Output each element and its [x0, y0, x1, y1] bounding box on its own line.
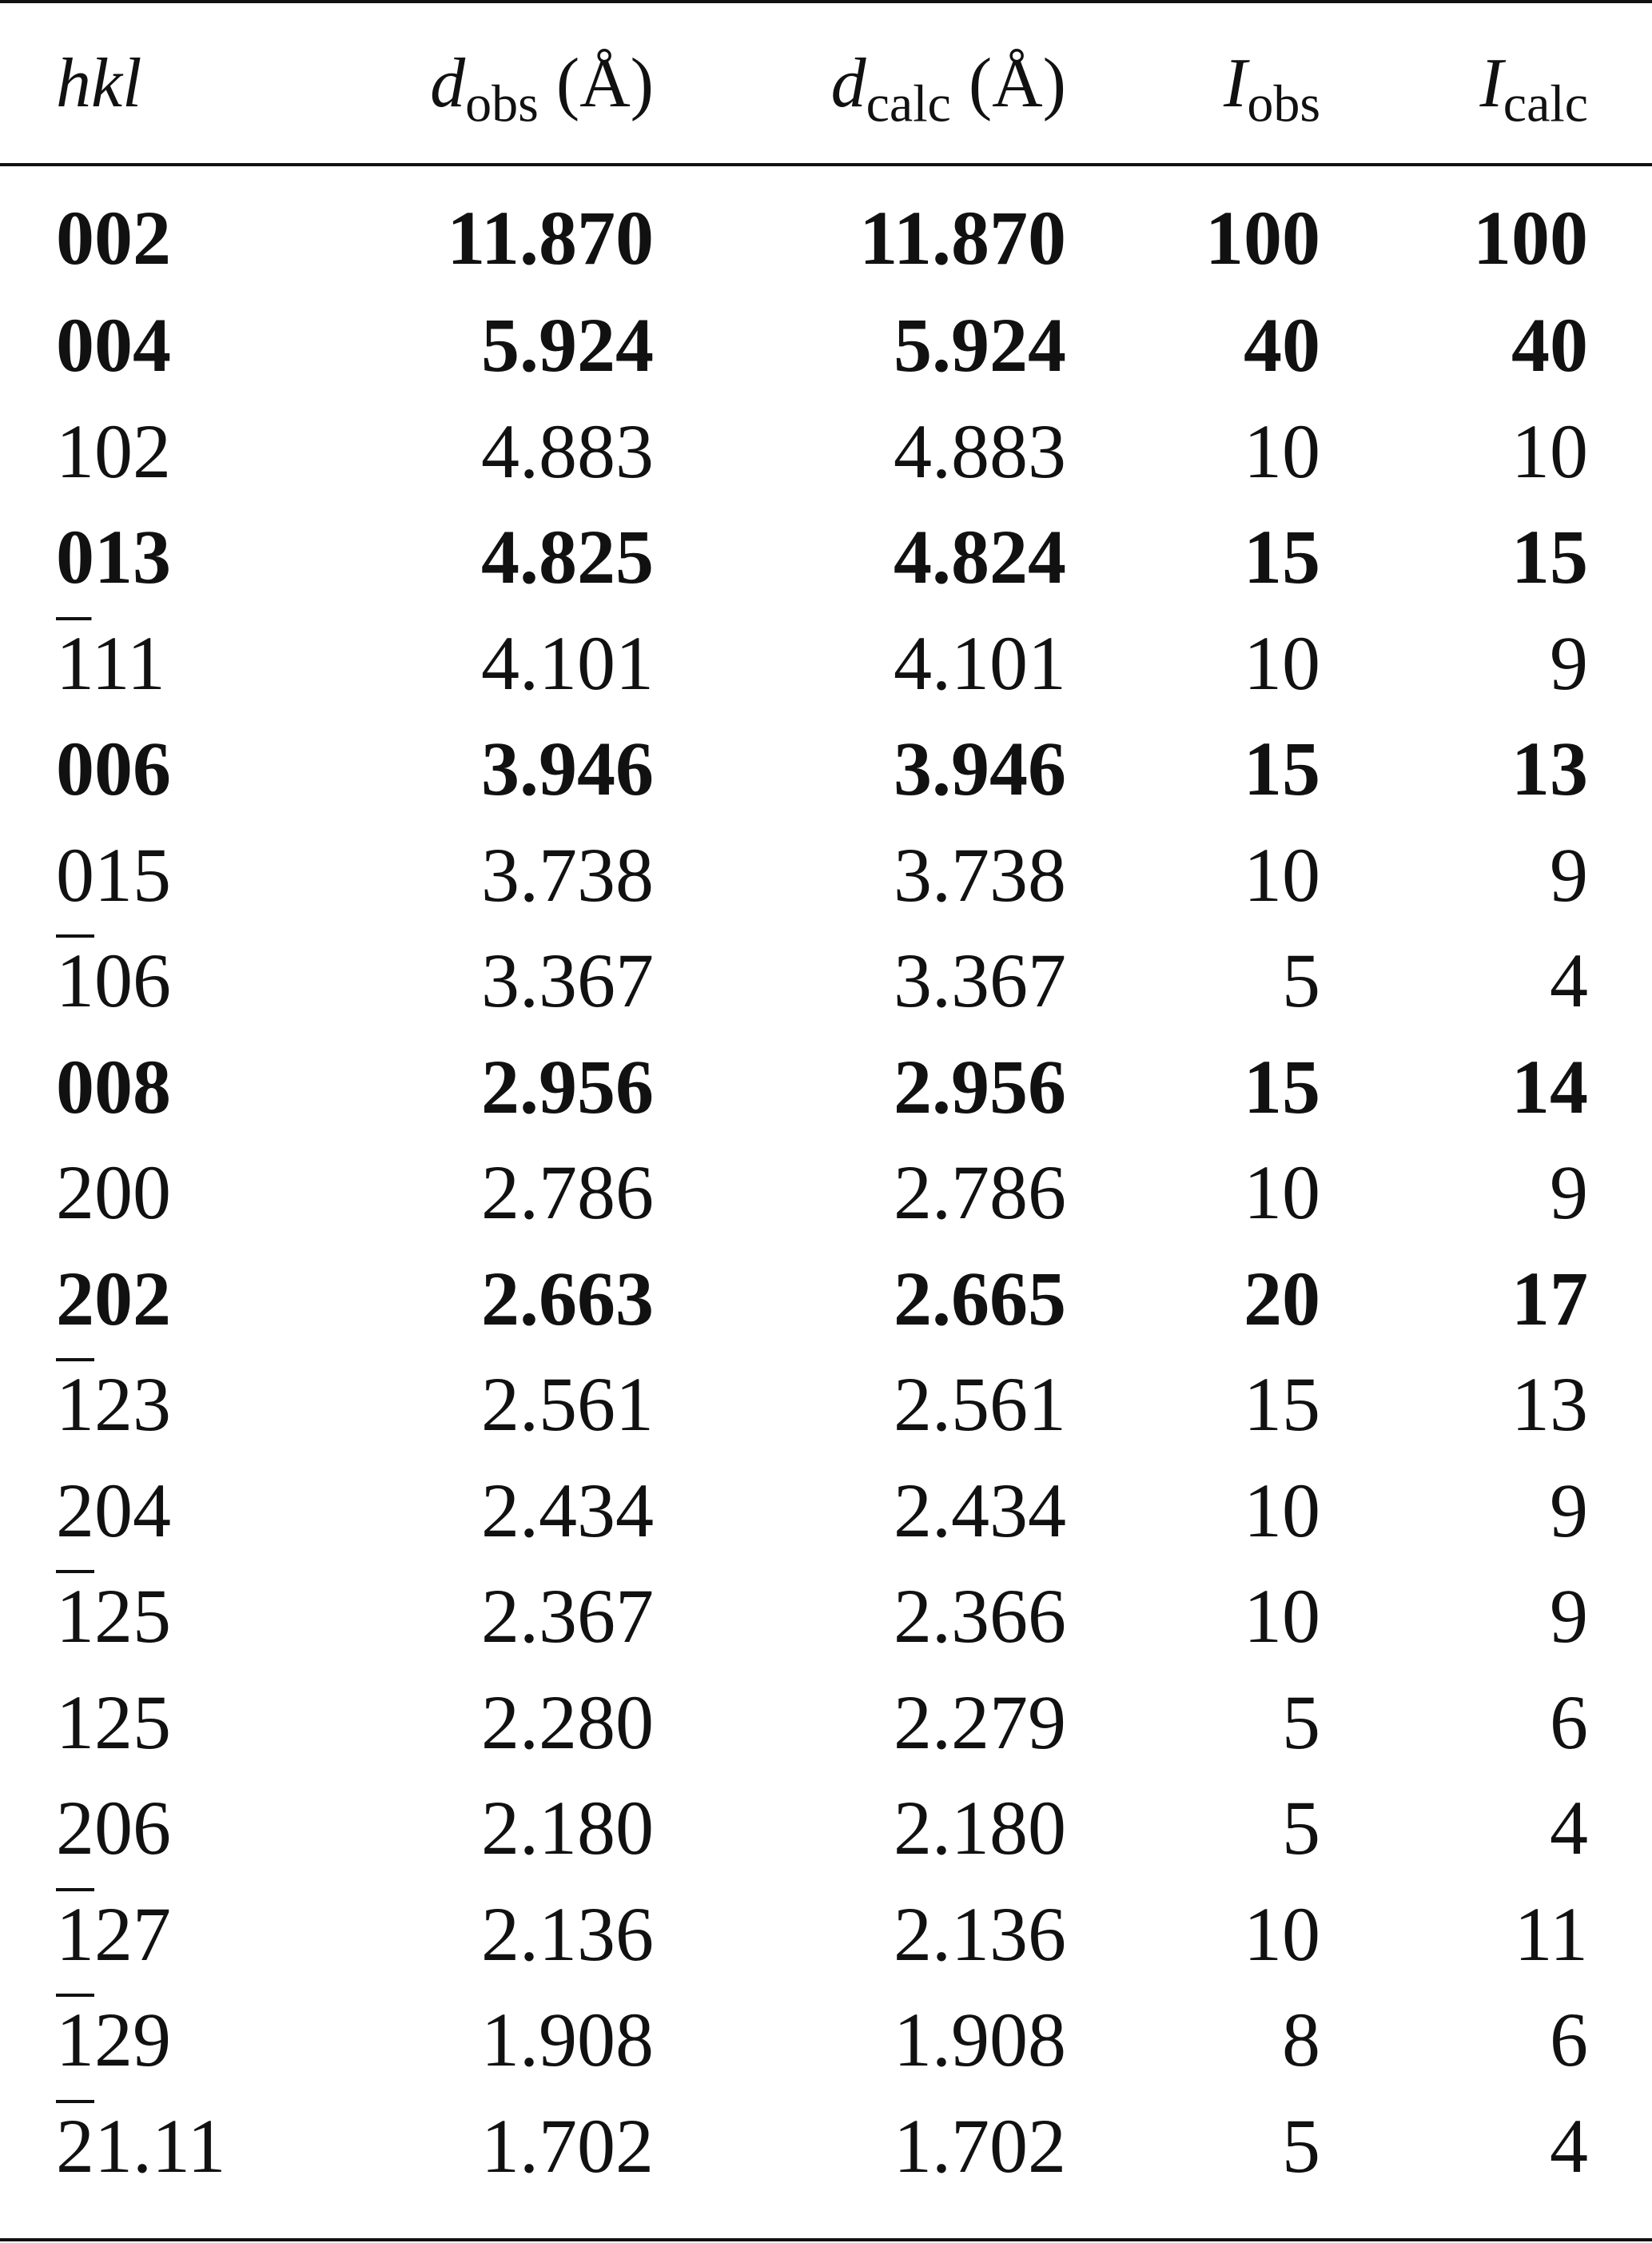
cell-i-calc: 9 — [1550, 1467, 1588, 1553]
table-row — [0, 611, 1652, 717]
cell-hkl — [0, 928, 272, 1034]
cell-i-obs: 10 — [1244, 1573, 1320, 1659]
header-i-obs-symbol: I — [1224, 44, 1248, 122]
table-row — [0, 928, 1652, 1034]
cell-d-calc: 2.434 — [894, 1467, 1066, 1553]
hkl-index: 206 — [56, 1785, 171, 1871]
table-row — [0, 1882, 1652, 1988]
cell-i-obs: 40 — [1244, 302, 1320, 388]
table-row — [0, 166, 1652, 293]
cell-d-calc: 2.665 — [894, 1255, 1066, 1341]
cell-d-calc: 3.946 — [894, 726, 1066, 812]
cell-i-obs: 15 — [1244, 1043, 1320, 1129]
hkl-index: 008 — [56, 1043, 171, 1129]
cell-hkl — [0, 1987, 272, 2094]
hkl-index: 002 — [56, 195, 171, 281]
hkl-index: 23 — [94, 1361, 171, 1448]
cell-d-obs: 1.908 — [481, 1997, 654, 2083]
cell-hkl — [0, 1564, 272, 1670]
cell-i-obs: 10 — [1244, 620, 1320, 706]
cell-i-obs: 10 — [1244, 1467, 1320, 1553]
cell-d-calc: 2.136 — [894, 1890, 1066, 1977]
hkl-negative-index: 1 — [56, 1890, 94, 1977]
cell-i-calc: 14 — [1511, 1043, 1588, 1129]
cell-d-calc: 2.279 — [894, 1679, 1066, 1765]
cell-d-obs: 2.561 — [481, 1361, 654, 1448]
hkl-negative-index: 1 — [56, 1573, 94, 1659]
cell-i-obs: 10 — [1244, 1149, 1320, 1236]
cell-d-obs: 3.367 — [481, 938, 654, 1024]
cell-d-calc: 1.908 — [894, 1997, 1066, 2083]
table-row — [0, 1352, 1652, 1458]
hkl-index: 004 — [56, 302, 171, 388]
cell-d-obs: 2.956 — [481, 1043, 654, 1129]
cell-i-obs: 15 — [1244, 726, 1320, 812]
hkl-index: 015 — [56, 831, 171, 918]
cell-hkl — [0, 1775, 272, 1882]
cell-d-obs: 1.702 — [481, 2102, 654, 2189]
hkl-negative-index: 2 — [56, 2102, 94, 2189]
cell-hkl — [0, 399, 272, 505]
cell-d-obs: 2.367 — [481, 1573, 654, 1659]
table-row — [0, 1564, 1652, 1670]
cell-i-calc: 15 — [1511, 514, 1588, 600]
hkl-index: 11 — [91, 620, 165, 706]
cell-hkl — [0, 1246, 272, 1353]
cell-i-calc: 9 — [1550, 1573, 1588, 1659]
cell-d-obs: 5.924 — [481, 302, 654, 388]
cell-hkl — [0, 1140, 272, 1246]
cell-i-calc: 11 — [1514, 1890, 1588, 1977]
cell-i-obs: 20 — [1244, 1255, 1320, 1341]
table-body — [0, 166, 1652, 2199]
header-d-obs-subscript: obs — [465, 74, 539, 133]
hkl-index: 25 — [94, 1573, 171, 1659]
hkl-index: 200 — [56, 1149, 171, 1236]
cell-hkl — [0, 1882, 272, 1988]
cell-hkl — [0, 823, 272, 929]
cell-d-calc: 2.786 — [894, 1149, 1066, 1236]
header-i-calc — [1327, 0, 1652, 166]
cell-i-calc: 10 — [1511, 408, 1588, 494]
cell-i-obs: 10 — [1244, 408, 1320, 494]
cell-i-calc: 13 — [1511, 1361, 1588, 1448]
cell-d-obs: 2.786 — [481, 1149, 654, 1236]
cell-i-obs: 5 — [1282, 1785, 1320, 1871]
table-row — [0, 1140, 1652, 1246]
cell-i-obs: 8 — [1282, 1997, 1320, 2083]
cell-d-obs: 11.870 — [447, 195, 654, 281]
cell-d-obs: 3.738 — [481, 831, 654, 918]
cell-d-obs: 3.946 — [481, 726, 654, 812]
cell-i-calc: 9 — [1550, 620, 1588, 706]
cell-d-obs: 2.136 — [481, 1890, 654, 1977]
table-header — [0, 0, 1652, 166]
table-row — [0, 1246, 1652, 1353]
cell-i-calc: 9 — [1550, 831, 1588, 918]
cell-i-calc: 9 — [1550, 1149, 1588, 1236]
hkl-negative-index: 1 — [56, 620, 92, 706]
table-row — [0, 1670, 1652, 1776]
cell-hkl — [0, 1458, 272, 1564]
cell-i-obs: 15 — [1244, 1361, 1320, 1448]
cell-hkl — [0, 166, 272, 293]
header-d-obs-unit: (Å) — [538, 44, 654, 122]
cell-i-calc: 6 — [1550, 1997, 1588, 2083]
hkl-index: 06 — [94, 938, 171, 1024]
table-row — [0, 293, 1652, 399]
hkl-index: 202 — [56, 1255, 171, 1341]
hkl-index: 27 — [94, 1890, 171, 1977]
hkl-index: 125 — [56, 1679, 171, 1765]
cell-i-calc: 13 — [1511, 726, 1588, 812]
table-row — [0, 1458, 1652, 1564]
header-hkl — [0, 0, 272, 166]
cell-d-calc: 4.883 — [894, 408, 1066, 494]
cell-hkl — [0, 1034, 272, 1141]
header-d-calc-subscript: calc — [866, 74, 951, 133]
cell-d-calc: 5.924 — [894, 302, 1066, 388]
table-row — [0, 716, 1652, 823]
cell-i-obs: 15 — [1244, 514, 1320, 600]
cell-d-calc: 3.738 — [894, 831, 1066, 918]
cell-i-calc: 4 — [1550, 1785, 1588, 1871]
cell-i-calc: 100 — [1473, 195, 1588, 281]
cell-d-calc: 2.180 — [894, 1785, 1066, 1871]
header-d-obs — [272, 0, 655, 166]
cell-d-calc: 2.366 — [894, 1573, 1066, 1659]
cell-hkl — [0, 293, 272, 399]
cell-hkl — [0, 1670, 272, 1776]
header-d-calc-unit: (Å) — [950, 44, 1066, 122]
cell-d-calc: 4.824 — [894, 514, 1066, 600]
cell-hkl — [0, 504, 272, 611]
cell-d-obs: 4.883 — [481, 408, 654, 494]
header-row — [0, 0, 1652, 166]
cell-d-obs: 2.434 — [481, 1467, 654, 1553]
top-rule — [0, 0, 1652, 3]
cell-d-obs: 2.280 — [481, 1679, 654, 1765]
table-row — [0, 1775, 1652, 1882]
cell-i-obs: 5 — [1282, 1679, 1320, 1765]
cell-i-obs: 10 — [1244, 1890, 1320, 1977]
table-row — [0, 1987, 1652, 2094]
table-row — [0, 2094, 1652, 2200]
cell-d-calc: 3.367 — [894, 938, 1066, 1024]
header-hkl-label: hkl — [56, 44, 142, 122]
header-i-obs-subscript: obs — [1247, 74, 1320, 133]
cell-i-obs: 10 — [1244, 831, 1320, 918]
cell-hkl — [0, 611, 272, 717]
cell-d-obs: 2.663 — [481, 1255, 654, 1341]
cell-d-calc: 1.702 — [894, 2102, 1066, 2189]
hkl-index: 102 — [56, 408, 171, 494]
hkl-index: 1.11 — [94, 2102, 226, 2189]
cell-hkl — [0, 716, 272, 823]
header-rule — [0, 163, 1652, 166]
header-d-obs-symbol: d — [430, 44, 466, 122]
cell-d-obs: 4.825 — [481, 514, 654, 600]
cell-i-calc: 17 — [1511, 1255, 1588, 1341]
hkl-negative-index: 1 — [56, 1361, 94, 1448]
cell-i-calc: 4 — [1550, 938, 1588, 1024]
hkl-index: 006 — [56, 726, 171, 812]
cell-d-obs: 2.180 — [481, 1785, 654, 1871]
table-row — [0, 1034, 1652, 1141]
cell-i-obs: 5 — [1282, 2102, 1320, 2189]
cell-i-obs: 100 — [1205, 195, 1320, 281]
cell-hkl — [0, 1352, 272, 1458]
cell-hkl — [0, 2094, 272, 2200]
cell-d-calc: 4.101 — [894, 620, 1066, 706]
table-row — [0, 504, 1652, 611]
hkl-negative-index: 1 — [56, 1997, 94, 2083]
cell-i-calc: 40 — [1511, 302, 1588, 388]
header-d-calc-symbol: d — [830, 44, 866, 122]
table-row — [0, 823, 1652, 929]
header-i-obs — [1071, 0, 1327, 166]
cell-i-obs: 5 — [1282, 938, 1320, 1024]
bottom-rule — [0, 2238, 1652, 2241]
cell-i-calc: 4 — [1550, 2102, 1588, 2189]
hkl-negative-index: 1 — [56, 938, 94, 1024]
header-i-calc-subscript: calc — [1503, 74, 1588, 133]
cell-d-calc: 11.870 — [859, 195, 1066, 281]
cell-d-calc: 2.561 — [894, 1361, 1066, 1448]
hkl-index: 204 — [56, 1467, 171, 1553]
header-d-calc — [655, 0, 1071, 166]
header-i-calc-symbol: I — [1479, 44, 1503, 122]
hkl-index: 013 — [56, 514, 171, 600]
table-row — [0, 399, 1652, 505]
cell-i-calc: 6 — [1550, 1679, 1588, 1765]
cell-d-calc: 2.956 — [894, 1043, 1066, 1129]
hkl-index: 29 — [94, 1997, 171, 2083]
cell-d-obs: 4.101 — [481, 620, 654, 706]
